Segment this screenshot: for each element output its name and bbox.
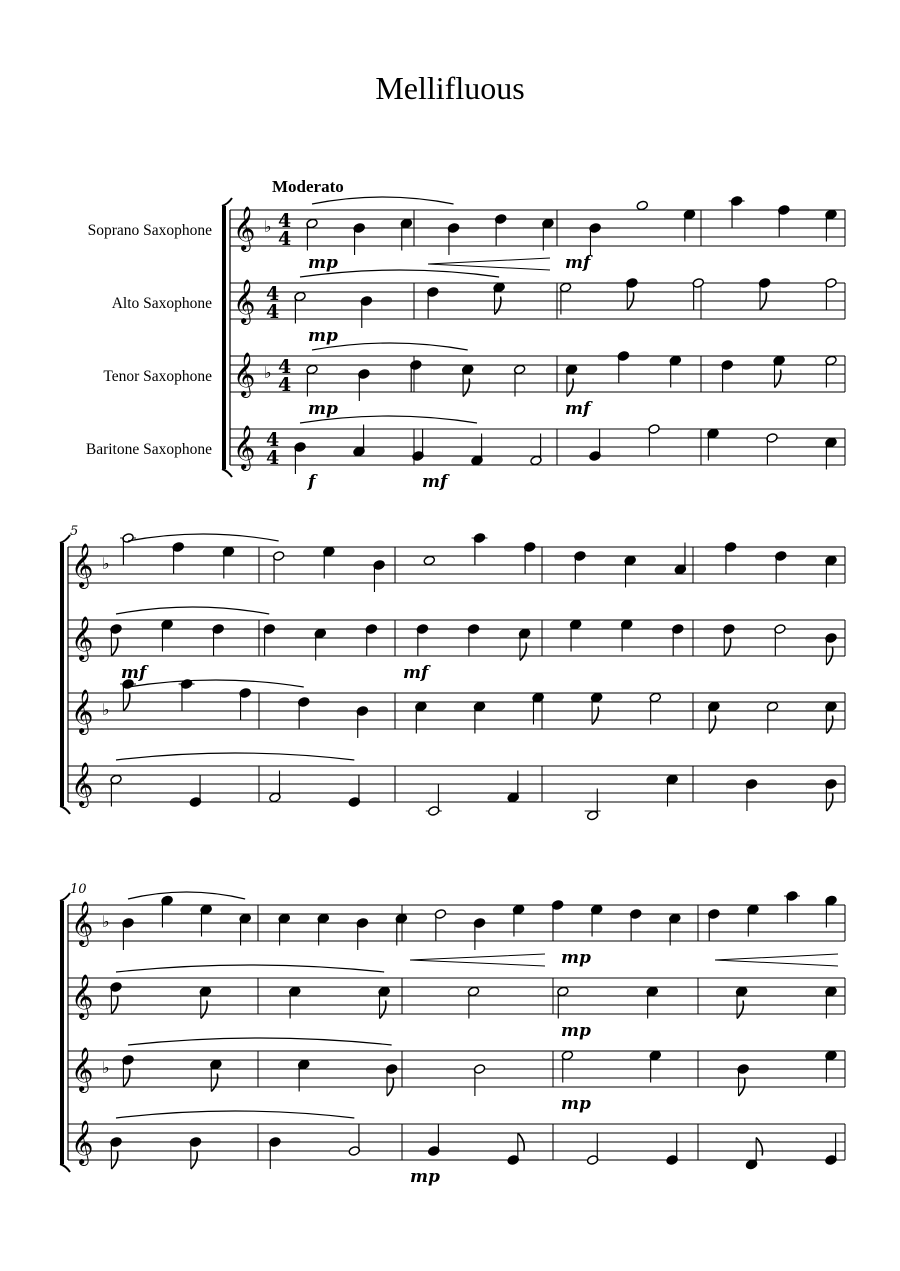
- staff: [68, 1038, 845, 1096]
- note-flag: [709, 716, 715, 734]
- measure-number: 10: [70, 882, 87, 897]
- note-flag: [380, 1001, 386, 1019]
- note-flag: [495, 297, 501, 315]
- instrument-label-alto: Alto Saxophone: [111, 295, 212, 312]
- time-signature-denominator: 4: [278, 228, 292, 250]
- dynamic-marking: mf: [422, 472, 448, 492]
- dynamic-marking: mf: [565, 253, 591, 273]
- bracket-bottom-hook: [60, 806, 70, 814]
- staff: [230, 416, 845, 474]
- dynamic-marking: mp: [308, 326, 338, 346]
- crescendo-hairpin: [428, 258, 550, 270]
- bracket-bottom-hook: [60, 1164, 70, 1172]
- staff: [68, 533, 845, 592]
- system-1: [222, 196, 845, 492]
- treble-clef-icon: 𝄞: [71, 901, 94, 945]
- slur: [128, 534, 279, 541]
- treble-clef-icon: 𝄞: [233, 206, 256, 250]
- slur: [128, 1038, 392, 1045]
- dynamic-marking: mp: [308, 253, 338, 273]
- slur: [116, 607, 269, 614]
- staff: [230, 343, 845, 401]
- system-bracket: [222, 206, 226, 469]
- dynamic-marking: mf: [403, 663, 429, 683]
- note-flag: [756, 1138, 762, 1156]
- dynamic-marking: f: [308, 472, 316, 492]
- treble-clef-icon: 𝄞: [233, 425, 256, 469]
- note-flag: [201, 1001, 207, 1019]
- note-flag: [520, 643, 526, 661]
- bracket-top-hook: [222, 198, 232, 206]
- note-flag: [592, 707, 598, 725]
- dynamic-marking: mf: [565, 399, 591, 419]
- dynamic-marking: mp: [308, 399, 338, 419]
- slur: [116, 965, 384, 972]
- dynamic-marking: mp: [561, 1094, 591, 1114]
- treble-clef-icon: 𝄞: [233, 352, 256, 396]
- bracket-top-hook: [60, 535, 70, 543]
- system-2: [60, 524, 845, 821]
- dynamic-marking: mp: [410, 1167, 440, 1187]
- time-signature-denominator: 4: [266, 301, 280, 323]
- time-signature-numerator: 4: [278, 210, 292, 232]
- key-signature-flat-icon: ♭: [264, 363, 272, 382]
- staff: [68, 1111, 845, 1170]
- slur: [128, 892, 245, 899]
- note-flag: [463, 379, 469, 397]
- treble-clef-icon: 𝄞: [71, 543, 94, 587]
- bracket-top-hook: [60, 893, 70, 901]
- crescendo-hairpin: [715, 954, 838, 966]
- staff: [68, 965, 845, 1020]
- system-bracket: [60, 901, 64, 1164]
- staff: [68, 679, 845, 738]
- staff: [230, 196, 845, 255]
- treble-clef-icon: 𝄞: [71, 1047, 94, 1091]
- measure-number: 5: [70, 524, 79, 539]
- treble-clef-icon: 𝄞: [71, 974, 94, 1018]
- dynamic-marking: mp: [561, 1021, 591, 1041]
- tempo-marking: Moderato: [272, 177, 344, 196]
- key-signature-flat-icon: ♭: [264, 217, 272, 236]
- system-3: [60, 882, 845, 1187]
- time-signature-numerator: 4: [278, 356, 292, 378]
- treble-clef-icon: 𝄞: [71, 762, 94, 806]
- time-signature-numerator: 4: [266, 429, 280, 451]
- score-title: Mellifluous: [375, 70, 525, 106]
- dynamic-marking: mp: [561, 948, 591, 968]
- note-flag: [737, 1001, 743, 1019]
- treble-clef-icon: 𝄞: [233, 279, 256, 323]
- staff: [68, 891, 845, 950]
- slur: [312, 197, 454, 204]
- crescendo-hairpin: [410, 954, 545, 966]
- key-signature-flat-icon: ♭: [102, 1058, 110, 1077]
- instrument-label-baritone: Baritone Saxophone: [85, 441, 212, 458]
- staff: [68, 753, 845, 821]
- notehead: [423, 555, 435, 566]
- slur: [116, 1111, 354, 1118]
- bracket-bottom-hook: [222, 469, 232, 477]
- staff: [68, 607, 845, 665]
- note-flag: [567, 379, 573, 397]
- instrument-label-soprano: Soprano Saxophone: [87, 222, 212, 239]
- key-signature-flat-icon: ♭: [102, 700, 110, 719]
- note-flag: [211, 1074, 217, 1092]
- key-signature-flat-icon: ♭: [102, 912, 110, 931]
- staff: [230, 270, 845, 328]
- slur: [116, 753, 354, 760]
- system-bracket: [60, 543, 64, 806]
- key-signature-flat-icon: ♭: [102, 554, 110, 573]
- treble-clef-icon: 𝄞: [71, 689, 94, 733]
- time-signature-denominator: 4: [266, 447, 280, 469]
- treble-clef-icon: 𝄞: [71, 1120, 94, 1164]
- note-flag: [775, 370, 781, 388]
- slur: [128, 680, 304, 687]
- note-flag: [826, 716, 832, 734]
- time-signature-denominator: 4: [278, 374, 292, 396]
- notehead: [636, 200, 648, 211]
- dynamic-marking: mf: [121, 663, 147, 683]
- treble-clef-icon: 𝄞: [71, 616, 94, 660]
- instrument-label-tenor: Tenor Saxophone: [103, 368, 212, 385]
- time-signature-numerator: 4: [266, 283, 280, 305]
